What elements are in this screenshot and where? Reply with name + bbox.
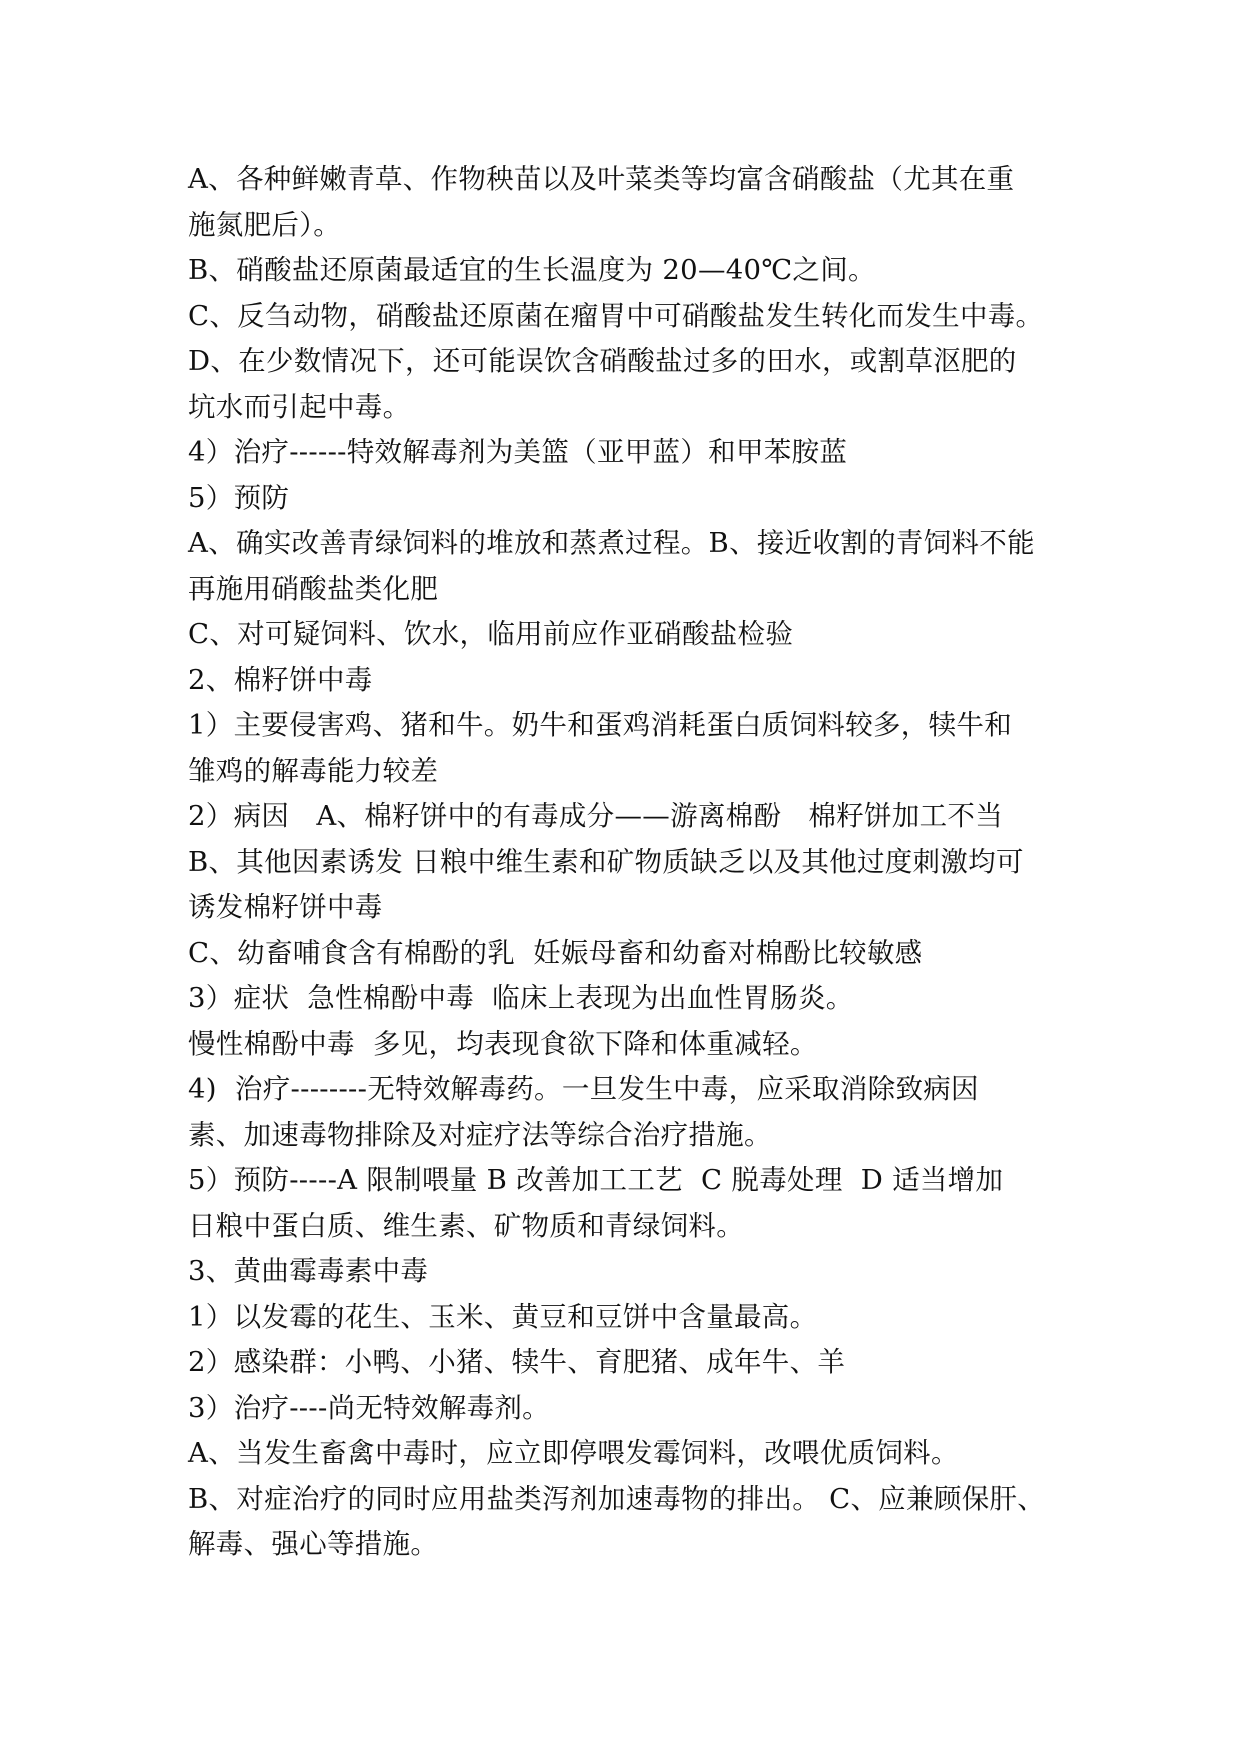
text-line: C、对可疑饲料、饮水，临用前应作亚硝酸盐检验: [188, 618, 794, 650]
text-line: 素、加速毒物排除及对症疗法等综合治疗措施。: [188, 1118, 772, 1151]
document-body: [188, 157, 1068, 1568]
text-line: 2）感染群：小鸭、小猪、犊牛、育肥猪、成年牛、羊: [188, 1346, 846, 1378]
text-line: D、在少数情况下，还可能误饮含硝酸盐过多的田水，或割草沤肥的: [188, 345, 1017, 377]
text-line: B、其他因素诱发 日粮中维生素和矿物质缺乏以及其他过度刺激均可: [188, 845, 1024, 878]
text-line: 3）治疗----尚无特效解毒剂。: [188, 1391, 550, 1424]
text-line: 坑水而引起中毒。: [188, 390, 411, 423]
text-line: A、当发生畜禽中毒时，应立即停喂发霉饲料，改喂优质饲料。: [188, 1437, 959, 1469]
text-line: 日粮中蛋白质、维生素、矿物质和青绿饲料。: [188, 1209, 744, 1242]
text-line: 再施用硝酸盐类化肥: [188, 572, 439, 605]
text-line: 3）症状 急性棉酚中毒 临床上表现为出血性胃肠炎。: [188, 982, 854, 1014]
text-line: C、幼畜哺食含有棉酚的乳 妊娠母畜和幼畜对棉酚比较敏感: [188, 936, 923, 969]
text-line: 雏鸡的解毒能力较差: [188, 754, 439, 787]
text-line: 解毒、强心等措施。: [188, 1528, 439, 1560]
section-heading: 2、棉籽饼中毒: [188, 663, 373, 696]
text-line: 5）预防: [188, 481, 290, 514]
text-line: 4) 治疗--------无特效解毒药。一旦发生中毒，应采取消除致病因: [188, 1073, 979, 1105]
text-line: B、对症治疗的同时应用盐类泻剂加速毒物的排出。 C、应兼顾保肝、: [188, 1482, 1046, 1515]
section-heading: 3、黄曲霉毒素中毒: [188, 1255, 429, 1287]
text-line: A、各种鲜嫩青草、作物秧苗以及叶菜类等均富含硝酸盐（尤其在重: [188, 163, 1015, 195]
text-line: A、确实改善青绿饲料的堆放和蒸煮过程。B、接近收割的青饲料不能: [188, 527, 1035, 559]
text-line: B、硝酸盐还原菌最适宜的生长温度为 20—40℃之间。: [188, 254, 876, 286]
text-line: 1）以发霉的花生、玉米、黄豆和豆饼中含量最高。: [188, 1300, 818, 1333]
text-line: 5）预防-----A 限制喂量 B 改善加工工艺 C 脱毒处理 D 适当增加: [188, 1164, 1004, 1196]
text-line: 1）主要侵害鸡、猪和牛。奶牛和蛋鸡消耗蛋白质饲料较多，犊牛和: [188, 709, 1012, 741]
text-line: C、反刍动物，硝酸盐还原菌在瘤胃中可硝酸盐发生转化而发生中毒。: [188, 299, 1044, 332]
text-line: 2）病因 A、棉籽饼中的有毒成分——游离棉酚 棉籽饼加工不当: [188, 800, 1004, 832]
text-line: 诱发棉籽饼中毒: [188, 891, 383, 923]
text-line: 施氮肥后）。: [188, 208, 342, 241]
text-line: 4）治疗------特效解毒剂为美篮（亚甲蓝）和甲苯胺蓝: [188, 436, 848, 468]
text-line: 慢性棉酚中毒 多见，均表现食欲下降和体重减轻。: [188, 1027, 818, 1060]
